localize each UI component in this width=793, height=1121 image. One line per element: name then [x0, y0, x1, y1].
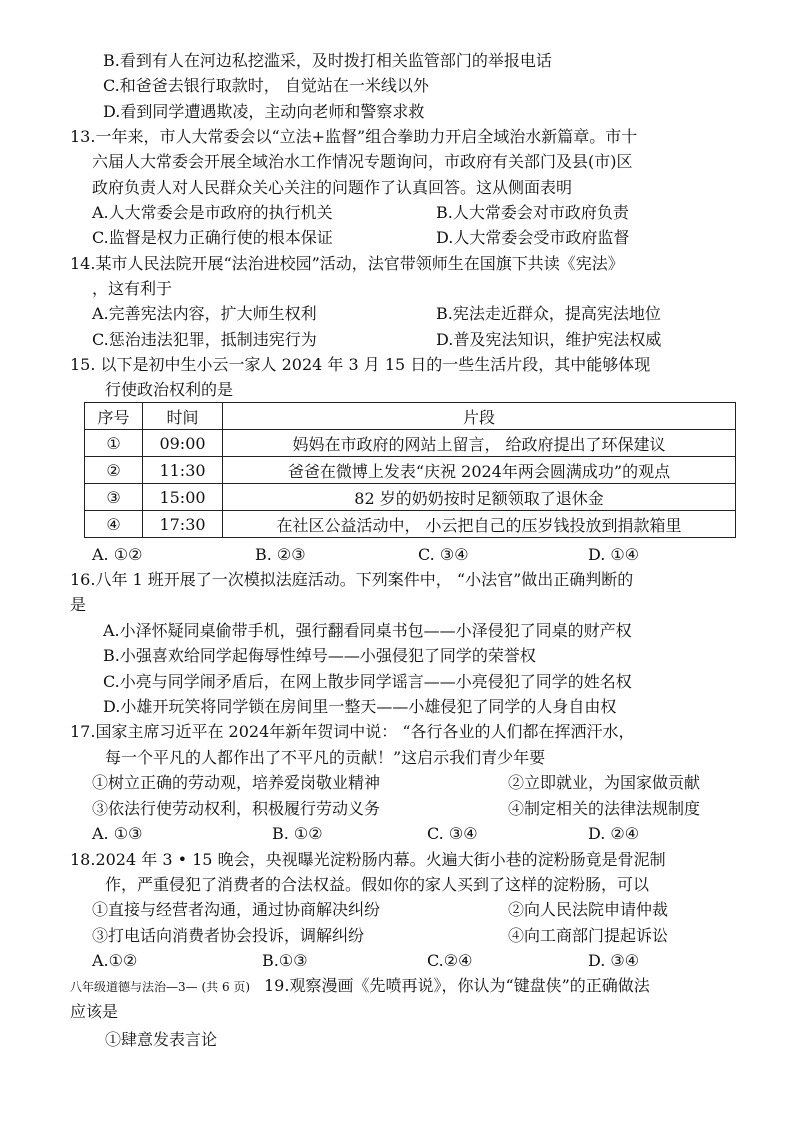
q17-options-row: [0, 823, 793, 845]
table-cell-segment: 妈妈在市政府的网站上留言， 给政府提出了环保建议: [223, 430, 736, 457]
q19-stem-line2: 应该是: [70, 1002, 119, 1021]
table-cell-time: 09:00: [143, 430, 223, 457]
q17-stem-line1: 17.国家主席习近平在 2024年新年贺词中说： “各行各业的人们都在挥洒汗水，: [70, 722, 635, 741]
q14-option-c: C.惩治违法犯罪，抵制违宪行为: [92, 330, 317, 349]
q17-stem-line2: 每一个平凡的人都作出了不平凡的贡献！”这启示我们青少年要: [105, 748, 546, 767]
q18-option-b: B.①③: [262, 951, 308, 970]
q13-option-d: D.人大常委会受市政府监督: [436, 228, 630, 247]
q18-stem-line2: 作，严重侵犯了消费者的合法权益。假如你的家人买到了这样的淀粉肠，可以: [105, 875, 650, 894]
q13-stem-line2: 六届人大常委会开展全域治水工作情况专题询问，市政府有关部门及县(市)区: [92, 152, 633, 171]
table-cell-segment: 爸爸在微博上发表“庆祝 2024年两会圆满成功”的观点: [223, 457, 736, 484]
table-cell-number: ③: [85, 484, 143, 511]
q19-statement-1: ①肆意发表言论: [105, 1030, 218, 1049]
q16-option-d: D.小雄开玩笑将同学锁在房间里一整天——小雄侵犯了同学的人身自由权: [103, 697, 617, 716]
table-header-cell: 时间: [143, 403, 223, 430]
table-cell-time: 17:30: [143, 511, 223, 538]
table-cell-segment: 在社区公益活动中， 小云把自己的压岁钱投放到捐款箱里: [223, 511, 736, 538]
q17-statements-row2: [0, 798, 793, 820]
q18-option-c: C.②④: [427, 951, 473, 970]
q16-option-a: A.小泽怀疑同桌偷带手机，强行翻看同桌书包——小泽侵犯了同桌的财产权: [103, 621, 632, 640]
q17-statement-1: ①树立正确的劳动观，培养爱岗敬业精神: [92, 773, 381, 792]
q13-options-row1: [0, 202, 793, 224]
q16-stem-line2: 是: [70, 595, 87, 614]
q17-option-a: A. ①③: [92, 824, 143, 843]
q19-stem-line1: 19.观察漫画《先喷再说》，你认为“键盘侠”的正确做法: [264, 976, 650, 995]
q18-option-a: A.①②: [92, 951, 138, 970]
table-cell-segment: 82 岁的奶奶按时足额领取了退休金: [223, 484, 736, 511]
q17-statements-row1: [0, 772, 793, 794]
table-header-cell: 序号: [85, 403, 143, 430]
q15-option-d: D. ①④: [588, 545, 640, 564]
q18-statement-2: ②向人民法院申请仲裁: [508, 900, 669, 919]
q13-option-c: C.监督是权力正确行使的根本保证: [92, 228, 333, 247]
table-row: [85, 484, 736, 511]
table-cell-number: ④: [85, 511, 143, 538]
q18-options-row: [0, 950, 793, 972]
q12-option-b: B.看到有人在河边私挖滥采，及时拨打相关监管部门的举报电话: [103, 51, 552, 70]
q18-stem-line1: 18.2024 年 3 • 15 晚会，央视曝光淀粉肠内幕。火遍大街小巷的淀粉肠竟是骨泥制: [70, 850, 666, 869]
q14-stem-line1: 14.某市人民法院开展“法治进校园”活动，法官带领师生在国旗下共读《宪法》: [70, 254, 624, 273]
q12-option-c: C.和爸爸去银行取款时， 自觉站在一米线以外: [103, 76, 429, 95]
q13-option-a: A.人大常委会是市政府的执行机关: [92, 203, 333, 222]
q13-stem-line1: 13.一年来，市人大常委会以“立法+监督”组合拳助力开启全域治水新篇章。市十: [70, 127, 638, 146]
q13-stem-line3: 政府负责人对人民群众关心关注的问题作了认真回答。这从侧面表明: [92, 178, 573, 197]
q13-option-b: B.人大常委会对市政府负责: [436, 203, 629, 222]
table-cell-number: ②: [85, 457, 143, 484]
table-row: [85, 511, 736, 538]
page-footer-label: 八年级道德与法治—3— (共 6 页): [70, 980, 251, 994]
q17-option-b: B. ①②: [272, 824, 323, 843]
q16-stem-line1: 16.八年 1 班开展了一次模拟法庭活动。下列案件中， “小法官”做出正确判断的: [70, 570, 634, 589]
q18-statements-row1: [0, 899, 793, 921]
q17-option-d: D. ②④: [588, 824, 640, 843]
q14-options-row2: [0, 329, 793, 351]
q18-statements-row2: [0, 925, 793, 947]
q17-statement-4: ④制定相关的法律法规制度: [508, 799, 701, 818]
q18-statement-1: ①直接与经营者沟通，通过协商解决纠纷: [92, 900, 381, 919]
q17-statement-3: ③依法行使劳动权利，积极履行劳动义务: [92, 799, 381, 818]
table-cell-time: 11:30: [143, 457, 223, 484]
q18-statement-4: ④向工商部门提起诉讼: [508, 926, 669, 945]
q15-option-b: B. ②③: [255, 545, 306, 564]
table-row: [85, 457, 736, 484]
q15-options-row: [0, 544, 793, 566]
table-header-cell: 片段: [223, 403, 736, 430]
q17-option-c: C. ③④: [427, 824, 478, 843]
table-row: [85, 430, 736, 457]
table-cell-time: 15:00: [143, 484, 223, 511]
q15-option-a: A. ①②: [92, 545, 143, 564]
q16-option-c: C.小亮与同学闹矛盾后，在网上散步同学谣言——小亮侵犯了同学的姓名权: [103, 672, 632, 691]
q15-option-c: C. ③④: [418, 545, 469, 564]
q15-life-segments-table: [84, 402, 736, 538]
q15-stem-line2: 行使政治权利的是: [105, 380, 234, 399]
q14-stem-line2: ，这有利于: [92, 279, 173, 298]
q18-option-d: D. ③④: [588, 951, 640, 970]
table-cell-number: ①: [85, 430, 143, 457]
table-header-row: [85, 403, 736, 430]
q17-statement-2: ②立即就业，为国家做贡献: [508, 773, 701, 792]
q16-option-b: B.小强喜欢给同学起侮辱性绰号——小强侵犯了同学的荣誉权: [103, 646, 536, 665]
q15-stem-line1: 15. 以下是初中生小云一家人 2024 年 3 月 15 日的一些生活片段，其中能够体现: [70, 355, 651, 374]
q14-option-d: D.普及宪法知识，维护宪法权威: [436, 330, 662, 349]
q14-options-row1: [0, 303, 793, 325]
q14-option-b: B.宪法走近群众，提高宪法地位: [436, 304, 661, 323]
q12-option-d: D.看到同学遭遇欺凌，主动向老师和警察求救: [103, 102, 425, 121]
q18-statement-3: ③打电话向消费者协会投诉，调解纠纷: [92, 926, 365, 945]
q14-option-a: A.完善宪法内容，扩大师生权利: [92, 304, 317, 323]
q13-options-row2: [0, 227, 793, 249]
